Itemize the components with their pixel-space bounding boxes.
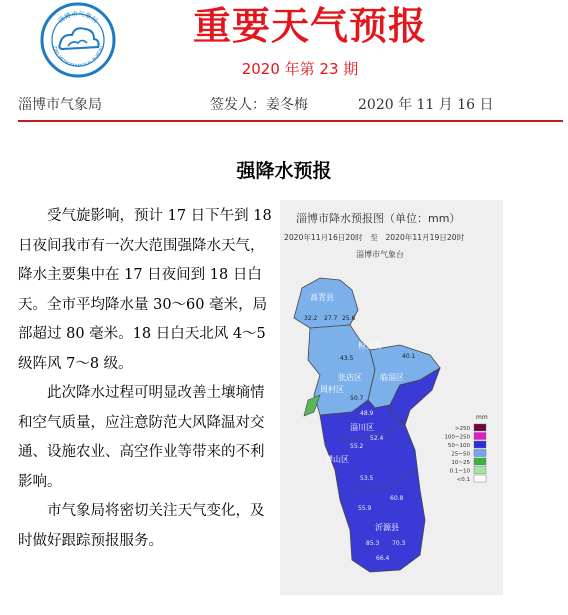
legend-label: 10~25 [451,460,470,466]
station-value: 52.4 [370,435,384,442]
legend-swatch [474,441,486,448]
map-period: 2020年11月16日20时 至 2020年11月19日20时 [284,233,465,242]
legend-swatch [474,433,486,440]
logo-caption: ZIBO METEOROLOGICAL BUREAU [52,45,104,69]
legend-swatch [474,450,486,457]
station-value: 66.4 [376,555,390,562]
district-label: 高青县 [310,293,334,302]
station-value: 55.9 [358,505,372,512]
precipitation-map [280,200,503,595]
station-value: 60.8 [390,495,404,502]
region-center-west [308,325,375,415]
article-body [18,202,276,556]
station-value: 53.5 [360,475,374,482]
district-label: 周村区 [320,385,344,394]
district-label: 张店区 [338,373,362,382]
station-value: 25.6 [342,315,356,322]
issue-number: 2020 年第 23 期 [241,60,359,78]
legend-label: 50~100 [447,443,470,449]
district-label: 临淄区 [380,373,404,382]
station-value: 48.9 [360,410,374,417]
station-value: 32.2 [304,315,318,322]
legend-label: <0.1 [456,477,470,483]
paragraph-3: 市气象局将密切关注天气变化，及时做好跟踪预报服务。 [18,503,265,549]
station-value: 85.3 [366,540,380,547]
legend-swatch [474,467,486,474]
station-value: 40.1 [402,353,416,360]
station-value: 27.7 [324,315,338,322]
legend-swatch [474,475,486,482]
district-label: 博山区 [325,455,349,464]
station-value: 70.3 [392,540,406,547]
legend-unit: mm [476,414,488,421]
legend-label: >250 [454,426,470,432]
paragraph-1: 受气旋影响，预计 17 日下午到 18 日夜间我市有一次大范围强降水天气，降水主要集中在 17 日夜间到 18 日白天。全市平均降水量 30～60 毫米，局部超过 80 毫米。18 日白天北风 4～5 级阵风 7～8 级。 [18,208,272,372]
legend-label: 25~50 [451,451,470,458]
legend-swatch [474,424,486,431]
header-divider [18,120,563,122]
station-value: 43.5 [340,355,354,362]
map-legend [444,414,487,483]
map-title: 淄博市降水预报图（单位：mm） [296,212,461,225]
bureau-logo [40,2,116,78]
legend-label: 100~250 [444,434,470,441]
legend-swatch [474,458,486,465]
station-value: 55.2 [350,443,364,450]
logo-title: 淄博市气象局 [56,9,100,25]
map-issuer: 淄博市气象台 [356,250,404,259]
station-value: 50.7 [350,395,364,402]
district-label: 沂源县 [375,523,399,532]
paragraph-2: 此次降水过程可明显改善土壤墒情和空气质量，应注意防范大风降温对交通、设施农业、高空作业等带来的不利影响。 [18,385,265,490]
issuing-organization: 淄博市气象局 [18,97,102,113]
district-label: 桓台县 [358,341,382,350]
legend-label: 0.1~10 [449,468,470,475]
signer: 签发人：姜冬梅 [210,97,308,113]
article-title: 强降水预报 [236,160,332,182]
bulletin-title: 重要天气预报 [192,4,427,48]
district-label: 淄川区 [350,423,374,432]
issue-date: 2020 年 11 月 16 日 [358,97,494,113]
